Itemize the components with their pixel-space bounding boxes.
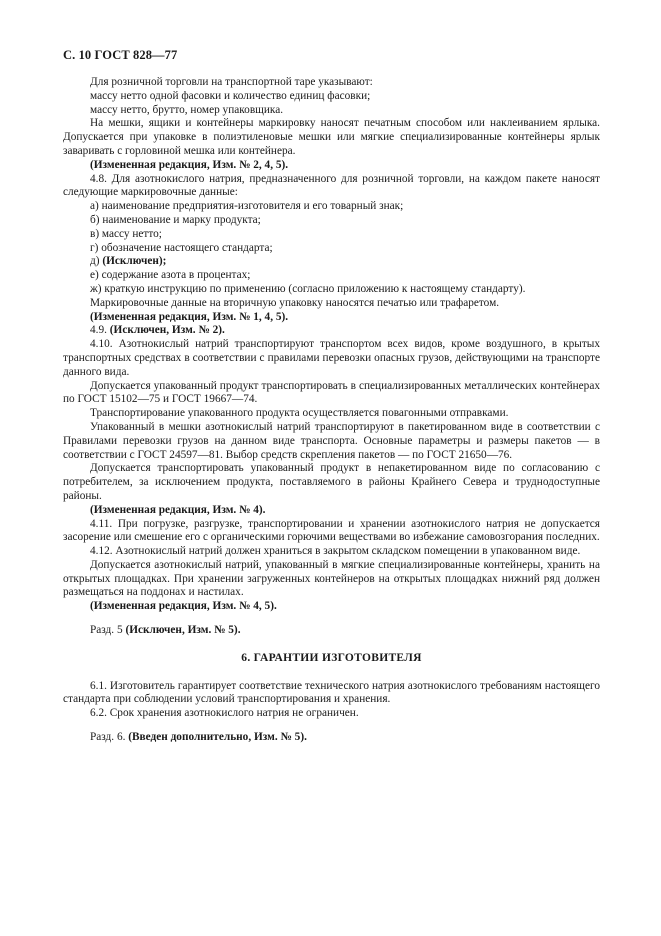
clause-4-12: 4.12. Азотнокислый натрий должен храниться в закрытом складском помещении в упакованном виде.: [90, 545, 581, 558]
paragraph: Допускается упакованный продукт транспортировать в специализированных металлических контейнерах по ГОСТ 15102—75 и ГОСТ 19667—74.: [63, 379, 600, 406]
section-5-note: [63, 624, 600, 638]
paragraph: Упакованный в мешки азотнокислый натрий транспортируют в пакетированном виде в соответствии с Правилами перевозки грузов на данном виде транспорта. Основные параметры и размеры пакетов — в соответствии с ГОСТ 24597—81. Выбор средств скрепления пакетов — по ГОСТ 21650—76.: [63, 420, 600, 461]
paragraph: На мешки, ящики и контейнеры маркировку наносят печатным способом или наклеиванием ярлыка. Допускается при упаковке в полиэтиленовые мешки или мягкие специализированные контейнеры ярлык заваривать с горловиной мешка или контейнера.: [63, 117, 600, 157]
clause-4-10: 4.10. Азотнокислый натрий транспортируют транспортом всех видов, кроме воздушного, в крытых транспортных средствах в соответствии с правилами перевозки опасных грузов, действующими на транспорте данного вида.: [63, 338, 600, 378]
section-ref: Разд. 5: [90, 624, 126, 637]
amendment-note: (Измененная редакция, Изм. № 4).: [90, 503, 266, 516]
list-item: а) наименование предприятия-изготовителя и его товарный знак;: [90, 200, 404, 213]
clause-6-1: 6.1. Изготовитель гарантирует соответствие технического натрия азотнокислого требованиям настоящего стандарта при соблюдении условий транспортирования и хранения.: [63, 679, 600, 706]
amendment-note: (Измененная редакция, Изм. № 1, 4, 5).: [90, 310, 289, 323]
page-body: [63, 76, 600, 745]
amendment-note: (Измененная редакция, Изм. № 2, 4, 5).: [90, 158, 289, 171]
paragraph: Маркировочные данные на вторичную упаковку наносятся печатью или трафаретом.: [90, 296, 500, 309]
list-item: б) наименование и марку продукта;: [90, 213, 261, 226]
paragraph: Допускается азотнокислый натрий, упакованный в мягкие специализированные контейнеры, хранить на открытых площадках. При хранении загруженных контейнеров на открытых площадках нижний ряд должен размещаться на поддонах и настилах.: [63, 558, 600, 599]
paragraph: Транспортирование упакованного продукта осуществляется повагонными отправками.: [90, 407, 509, 420]
section-ref: Разд. 6.: [90, 731, 129, 744]
list-item: г) обозначение настоящего стандарта;: [90, 241, 273, 254]
list-item: [63, 255, 600, 269]
page-header: С. 10 ГОСТ 828—77: [63, 48, 178, 62]
clause-number: 4.9.: [90, 324, 110, 337]
section-title: 6. ГАРАНТИИ ИЗГОТОВИТЕЛЯ: [241, 651, 422, 664]
amendment-note: (Измененная редакция, Изм. № 4, 5).: [90, 600, 277, 613]
clause-4-8: 4.8. Для азотнокислого натрия, предназначенного для розничной торговли, на каждом пакете наносят следующие маркировочные данные:: [63, 172, 600, 199]
section-note: (Введен дополнительно, Изм. № 5).: [128, 731, 307, 744]
clause-note: (Исключен, Изм. № 2).: [109, 324, 225, 337]
list-item-prefix: д): [90, 255, 103, 268]
paragraph: массу нетто одной фасовки и количество единиц фасовки;: [90, 89, 371, 102]
paragraph: массу нетто, брутто, номер упаковщика.: [90, 103, 284, 116]
paragraph: Допускается транспортировать упакованный продукт в непакетированном виде по согласованию с потребителем, за исключением продукта, поставляемого в районы Крайнего Севера и труднодоступные районы.: [63, 462, 600, 502]
section-note: (Исключен, Изм. № 5).: [125, 624, 241, 637]
clause-4-9: [63, 324, 600, 338]
list-item: в) массу нетто;: [90, 227, 162, 240]
clause-4-11: 4.11. При погрузке, разгрузке, транспортировании и хранении азотнокислого натрия не допускается засорение или смешение его с органическими горючими веществами во избежание самовозгорания последних.: [63, 517, 600, 544]
list-item: е) содержание азота в процентах;: [90, 269, 251, 282]
paragraph: Для розничной торговли на транспортной таре указывают:: [90, 76, 373, 88]
list-item-note: (Исключен);: [102, 255, 167, 268]
clause-6-2: 6.2. Срок хранения азотнокислого натрия не ограничен.: [90, 707, 359, 720]
list-item: ж) краткую инструкцию по применению (согласно приложению к настоящему стандарту).: [90, 282, 526, 295]
section-6-note: [63, 731, 600, 745]
